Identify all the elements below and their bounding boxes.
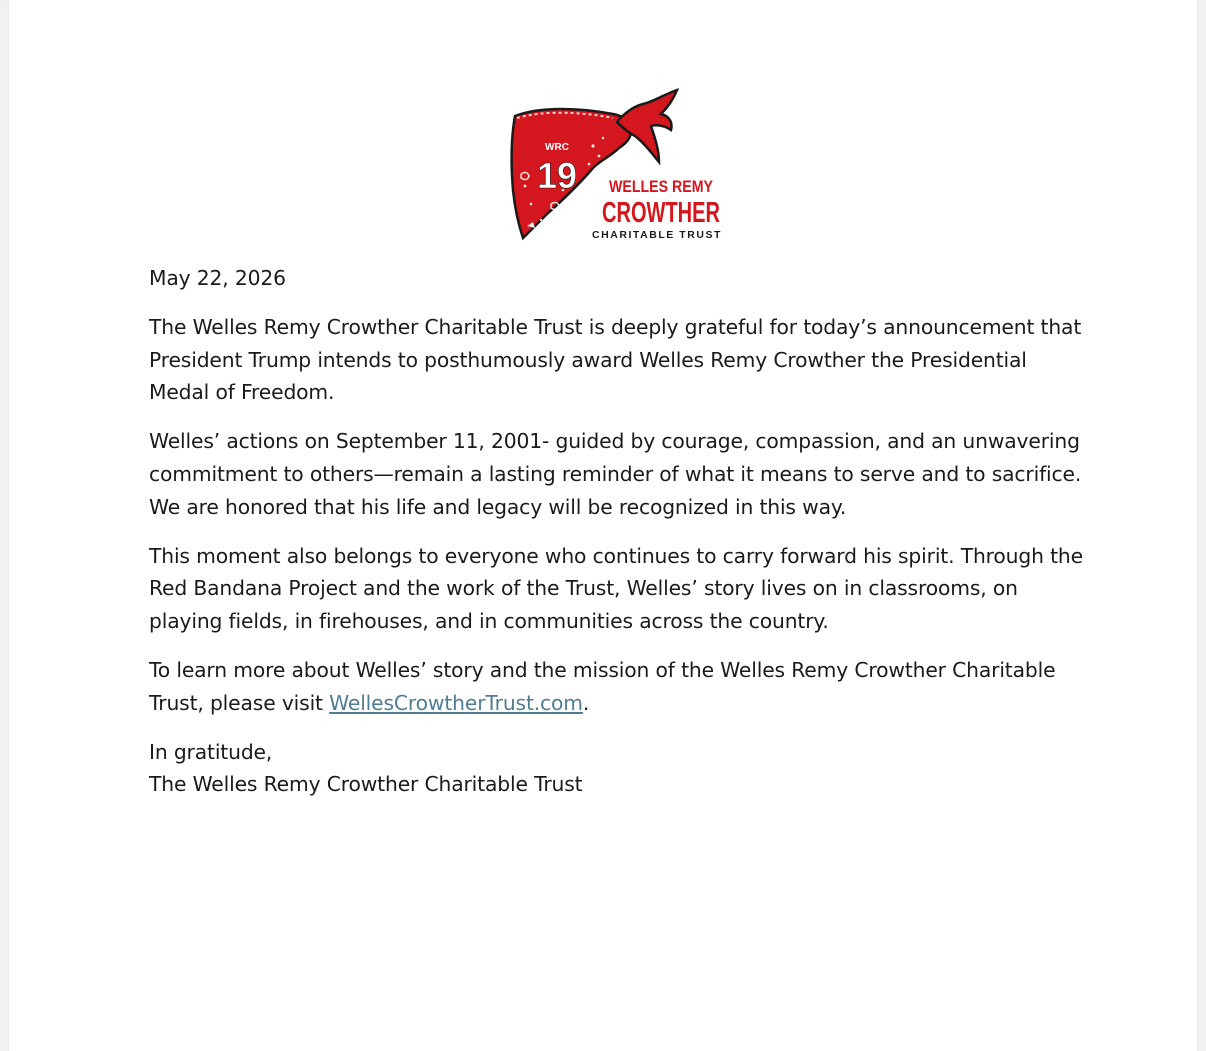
paragraph-legacy: This moment also belongs to everyone who continues to carry forward his spirit. Through the Red Bandana Project and the work of the Trust, Welles’ story lives on in classrooms, on playing fields, in firehouses, and in communities across the country. xyxy=(149,543,1083,634)
logo-badge-number: 19 xyxy=(536,155,578,196)
logo-name-line2: CROWTHER xyxy=(602,197,721,229)
learn-more-end: . xyxy=(582,690,590,715)
paragraph-learn-more xyxy=(149,654,1089,720)
paragraph-announcement: The Welles Remy Crowther Charitable Trust is deeply grateful for today’s announcement that President Trump intends to posthumously award Welles Remy Crowther the Presidential Medal of Freedom. xyxy=(149,314,1082,405)
trust-website-link[interactable]: WellesCrowtherTrust.com xyxy=(329,690,583,715)
signature-line: The Welles Remy Crowther Charitable Trust xyxy=(149,772,583,797)
paragraph-actions: Welles’ actions on September 11, 2001- guided by courage, compassion, and an unwavering commitment to others—remain a lasting reminder of what it means to serve and to sacrifice. We are honored that his life and legacy will be recognized in this way. xyxy=(149,429,1082,519)
letter-page xyxy=(9,0,1197,1051)
letter-sign-off xyxy=(149,736,1089,802)
letter-body xyxy=(149,262,1089,817)
trust-logo xyxy=(501,86,723,242)
logo-name-line1: WELLES REMY xyxy=(609,177,714,196)
learn-more-text: To learn more about Welles’ story and the mission of the Welles Remy Crowther Charitable Trust, please visit xyxy=(149,657,1056,715)
logo-name-line3: CHARITABLE TRUST xyxy=(592,230,722,241)
letter-date: May 22, 2026 xyxy=(149,266,286,290)
bandana-knot xyxy=(617,90,677,162)
closing-line: In gratitude, xyxy=(149,739,273,764)
logo-badge-top: WRC xyxy=(545,142,569,153)
